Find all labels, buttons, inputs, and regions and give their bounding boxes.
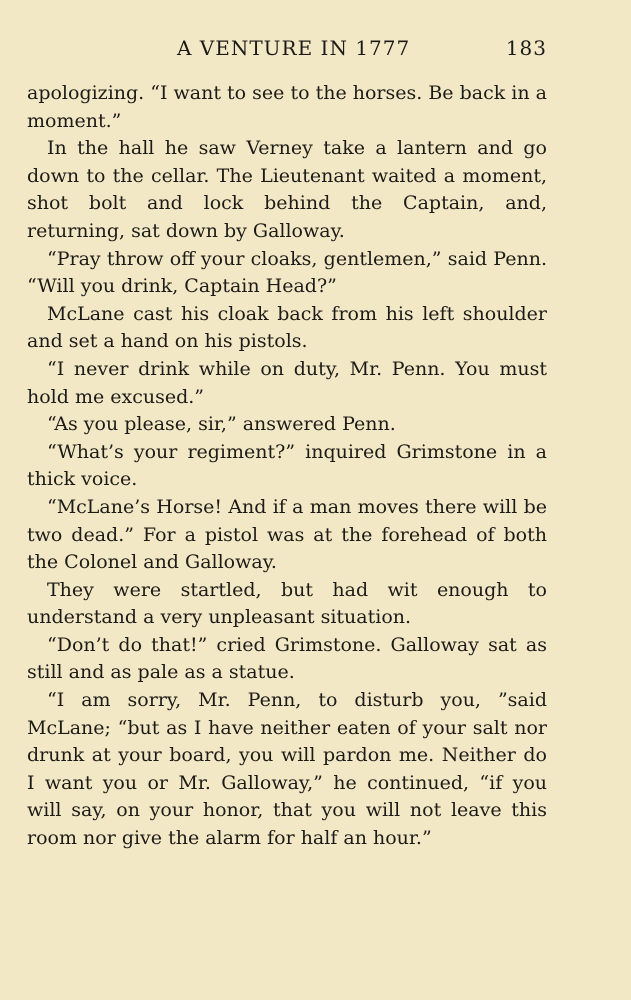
book-page — [27, 0, 547, 1000]
paragraph: “What’s your regiment?” inquired Grimstone in a thick voice. — [27, 440, 547, 491]
paragraph: “McLane’s Horse! And if a man moves there will be two dead.” For a pistol was at the forehead of both the Colonel and Galloway. — [27, 495, 547, 574]
page-number: 183 — [505, 36, 547, 60]
paragraph: apologizing. “I want to see to the horses. Be back in a moment.” — [27, 82, 547, 132]
paragraph: McLane cast his cloak back from his left shoulder and set a hand on his pistols. — [27, 302, 547, 353]
paragraph: “As you please, sir,” answered Penn. — [47, 413, 396, 436]
paragraph: “I am sorry, Mr. Penn, to disturb you, ”said McLane; “but as I have neither eaten of your salt nor drunk at your board, you will pardon me. Neither do I want you or Mr. Galloway,” he continued, “if you will say, on your honor, that you will not leave this room nor give the alarm for half an hour.” — [27, 689, 547, 850]
paragraph: In the hall he saw Verney take a lantern and go down to the cellar. The Lieutenant waited a moment, shot bolt and lock behind the Captain, and, returning, sat down by Galloway. — [27, 137, 547, 242]
paragraph: “I never drink while on duty, Mr. Penn. You must hold me excused.” — [27, 357, 547, 408]
paragraph: “Don’t do that!” cried Grimstone. Galloway sat as still and as pale as a statue. — [27, 633, 547, 684]
paragraph: “Pray throw off your cloaks, gentlemen,” said Penn. “Will you drink, Captain Head?” — [27, 247, 547, 298]
page-body — [27, 80, 547, 853]
running-title: A VENTURE IN 1777 — [177, 36, 411, 60]
paragraph: They were startled, but had wit enough to understand a very unpleasant situation. — [27, 578, 547, 629]
running-header — [27, 36, 547, 66]
